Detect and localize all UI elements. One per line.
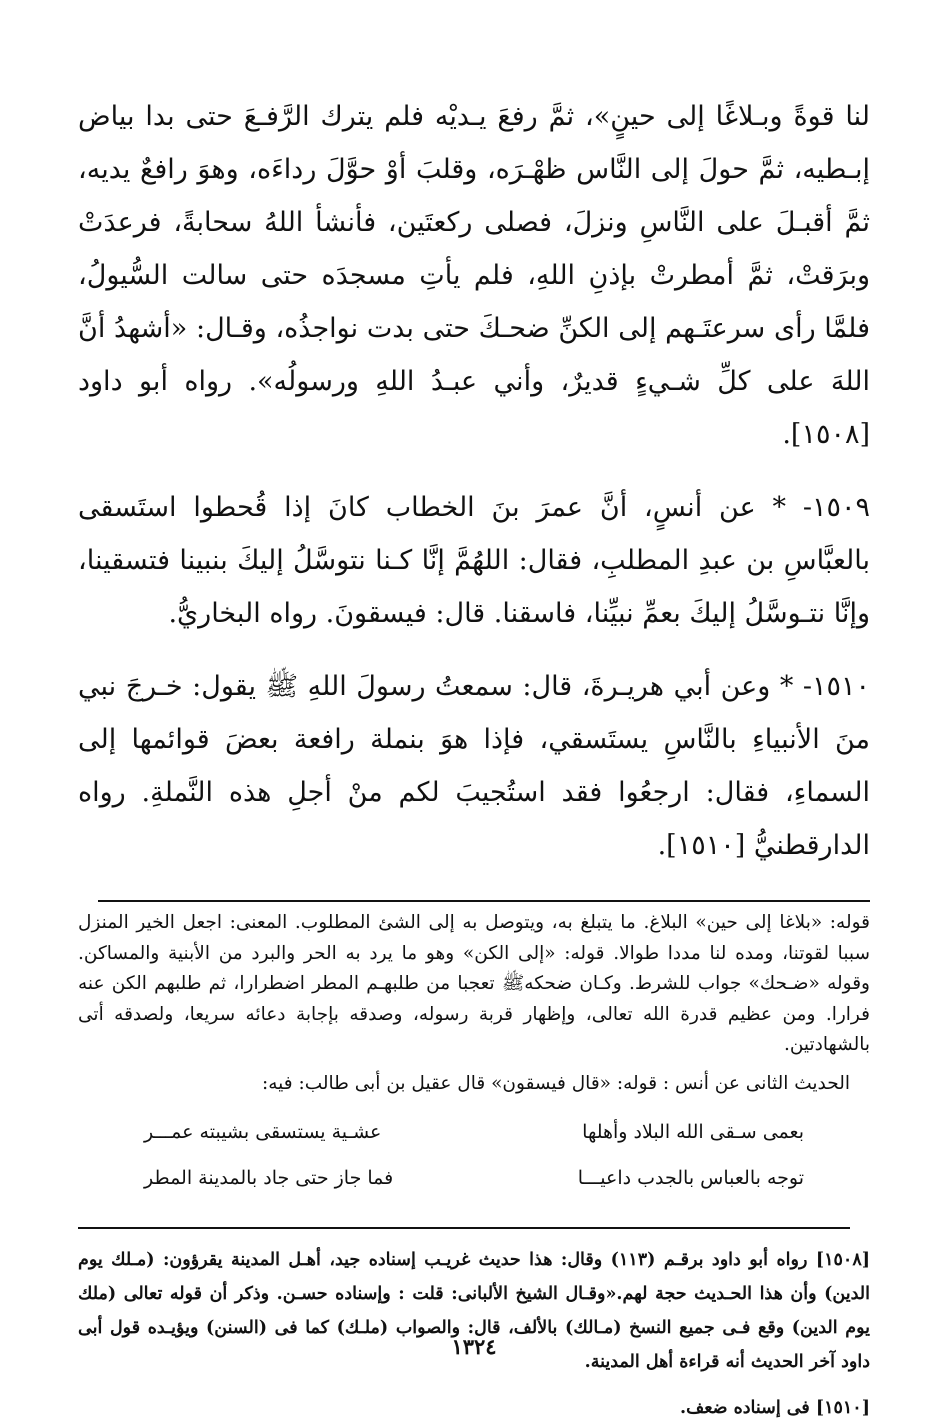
second-hadith-note: الحديث الثانى عن أنس : قوله: «قال فيسقون» قال عقيل بن أبى طالب: فيه: [262, 1072, 850, 1094]
commentary-notes [78, 908, 870, 1201]
reference-1508: [١٥٠٨] رواه أبو داود برقـم (١١٣) وقال: هذا حديث غريـب إسناده جيد، أهـل المدينة يقرؤون: (مـلك يوم الدين) وأن هذا الحـديث حجة لهم.«وقـال الشيخ الألبانى: قلت : وإسناده حسـن. وذكر أن قوله تعالى (ملك يوم الدين) وقع فـى جميع النسخ (مـالك) بالألف، قال: والصواب (ملـك) كما فى (السنن) ويؤيـده قول أبى داود آخر الحديث أنه قراءة أهل المدينة. [78, 1249, 871, 1372]
poem-verse [144, 1109, 804, 1155]
page-number: ١٣٢٤ [451, 1334, 497, 1359]
hadith-1509: ١٥٠٩- * عن أنسٍ، أنَّ عمرَ بنَ الخطاب كانَ إذا قُحطوا استَسقى بالعبَّاسِ بن عبدِ المطلبِ، فقال: اللهُمَّ إنَّا كـنا نتوسَّلُ إليكَ بنبينا فتسقينا، وإنَّا نتـوسَّلُ إليكَ بعمِّ نبيِّنا، فاسقنا. قال: فيسقونَ. رواه البخاريُّ. [78, 492, 870, 629]
hadith-1510: ١٥١٠- * وعن أبي هريـرةَ، قال: سمعتُ رسولَ اللهِ ﷺ يقول: خـرجَ نبي منَ الأنبياءِ بالنَّاسِ يستَسقي، فإذا هوَ بنملة رافعة بعضَ قوائمها إلى السماءِ، فقال: ارجعُوا فقد استُجيبَ لكم منْ أجلِ هذه النَّملةِ. رواه الدارقطنيُّ [١٥١٠]. [78, 671, 870, 861]
poem-hemistich-first: بعمى سـقى الله البلاد وأهلها [582, 1120, 804, 1143]
main-text [78, 90, 870, 872]
commentary-paragraph: قوله: «بلاغا إلى حين» البلاغ. ما يتبلغ به، ويتوصل به إلى الشئ المطلوب. المعنى: اجعل الخير المنزل سببا لقوتنا، ومده لنا مددا طوالا. قوله: «إلى الكن» وهو ما يرد به الحر والبرد من الأبنية والمساكن. وقوله «ضـحك» جواب للشرط. وكـان ضحكهﷺ تعجبا من طلبهـم المطر اضطرارا، ثم طلبهم الكن عنه فرارا. ومن عظيم قدرة الله تعالى، وإظهار قربة رسوله، وصدقه بإجابة دعائه سريعا، ولصدقه أتى بالشهادتين. [78, 912, 870, 1055]
poem [144, 1109, 804, 1201]
reference-1510: [١٥١٠] فى إسناده ضعف. [679, 1397, 870, 1418]
notes-divider [98, 900, 870, 902]
hadith-1508-continuation: لنا قوةً وبـلاغًا إلى حينٍ»، ثمَّ رفعَ يـديْه فلم يترك الرَّفـعَ حتى بدا بياض إبـطيه، ثمَّ حولَ إلى النَّاس ظهْـرَه، وقلبَ أوْ حوَّلَ رداءَه، وهوَ رافعٌ يديه، ثمَّ أقبـلَ على النَّاسِ ونزلَ، فصلى ركعتَين، فأنشأ اللهُ سحابةً، فرعدَتْ وبرَقتْ، ثمَّ أمطرتْ بإذنِ اللهِ، فلم يأتِ مسجدَه حتى سالت السُّيولُ، فلمَّا رأى سرعتَـهم إلى الكنِّ ضحـكَ حتى بدت نواجذُه، وقـال: «أشهدُ أنَّ اللهَ على كلِّ شـيءٍ قديرٌ، وأني عبـدُ اللهِ ورسولُه». رواه أبو داود [١٥٠٨]. [78, 101, 870, 450]
poem-hemistich-second: فما جاز حتى جاد بالمدينة المطر [144, 1166, 394, 1189]
poem-hemistich-second: عشـية يستسقى بشيبته عمـــر [144, 1120, 382, 1143]
poem-hemistich-first: توجه بالعباس بالجدب داعيـــا [577, 1166, 804, 1189]
references-divider [78, 1227, 850, 1229]
poem-verse [144, 1155, 804, 1201]
